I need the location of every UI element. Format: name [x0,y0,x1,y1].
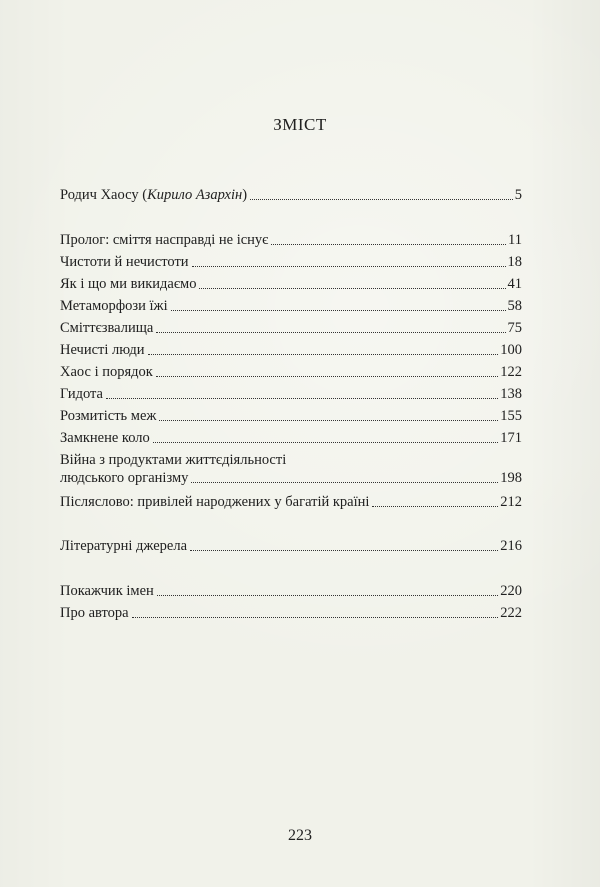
toc-entry-page: 212 [500,494,522,510]
dot-leader [171,310,506,311]
toc-entry-label: Родич Хаосу (Кирило Азархін) [60,187,248,203]
toc-entry-label: Покажчик імен [60,583,154,599]
toc-entry-label: Чистоти й нечистоти [60,254,189,270]
toc-entry-page: 171 [500,430,522,446]
toc-entry-page: 222 [500,605,522,621]
dot-leader [192,266,506,267]
toc-entry [60,493,522,511]
toc-entry-label: Літературні джерела [60,538,188,554]
toc-entry [60,385,522,403]
page-number: 223 [288,827,312,844]
toc-entry-page: 155 [500,408,522,424]
dot-leader [271,244,506,245]
toc-entry [60,363,522,381]
toc-entry [60,341,522,359]
dot-leader [372,506,498,507]
toc-entry [60,231,522,249]
toc-entry-label: Післяслово: привілей народжених у багатій країні [60,494,370,510]
dot-leader [156,332,505,333]
toc-entry-label: Про автора [60,605,129,621]
dot-leader [156,376,498,377]
toc-entry [60,429,522,447]
dot-leader [190,550,498,551]
dot-leader [157,595,498,596]
dot-leader [106,398,498,399]
toc-entry-sources [60,537,522,555]
toc-entry-label-line2: людського організму [60,470,189,486]
dot-leader [132,617,499,618]
toc-entry-page: 122 [500,364,522,380]
dot-leader [159,420,498,421]
page-title: ЗМІСТ [273,115,327,134]
toc-entry-page: 100 [500,342,522,358]
toc-entry-label: Хаос і порядок [60,364,153,380]
toc-entry-page: 58 [507,298,522,314]
toc-entry-label: Гидота [60,386,103,402]
toc-entry-label-line1: Війна з продуктами життєдіяльності [60,452,287,468]
toc-entry-index [60,582,522,600]
dot-leader [148,354,499,355]
toc-entry [60,407,522,425]
dot-leader [199,288,505,289]
toc-entry-page: 216 [500,538,522,554]
toc-entry-label: Нечисті люди [60,342,145,358]
toc-entry-label: Замкнене коло [60,430,150,446]
toc-entry-page: 41 [507,276,522,292]
toc-entry [60,275,522,293]
toc-entry-intro [60,186,522,204]
dot-leader [153,442,498,443]
dot-leader [250,199,513,200]
toc-entry [60,253,522,271]
toc-entry-page: 220 [500,583,522,599]
toc-entry-multiline [60,451,522,487]
toc-entry-page: 138 [500,386,522,402]
toc-entry-page: 75 [507,320,522,336]
toc-entry-author: Кирило Азархін [147,187,243,203]
toc-entry-label: Сміттєзвалища [60,320,154,336]
dot-leader [191,482,498,483]
toc-entry [60,319,522,337]
toc-entry-label: Як і що ми викидаємо [60,276,197,292]
toc-entry-about-author [60,604,522,622]
toc-entry-label: Пролог: сміття насправді не існує [60,232,269,248]
toc-entry-page: 11 [508,232,522,248]
toc-entry-label: Метаморфози їжі [60,298,168,314]
toc-entry-page: 18 [507,254,522,270]
toc-entry-page: 5 [514,187,522,203]
toc-entry-line2 [60,469,522,487]
toc-entry [60,297,522,315]
toc-entry-page: 198 [500,470,522,486]
toc-entry-label: Розмитість меж [60,408,157,424]
